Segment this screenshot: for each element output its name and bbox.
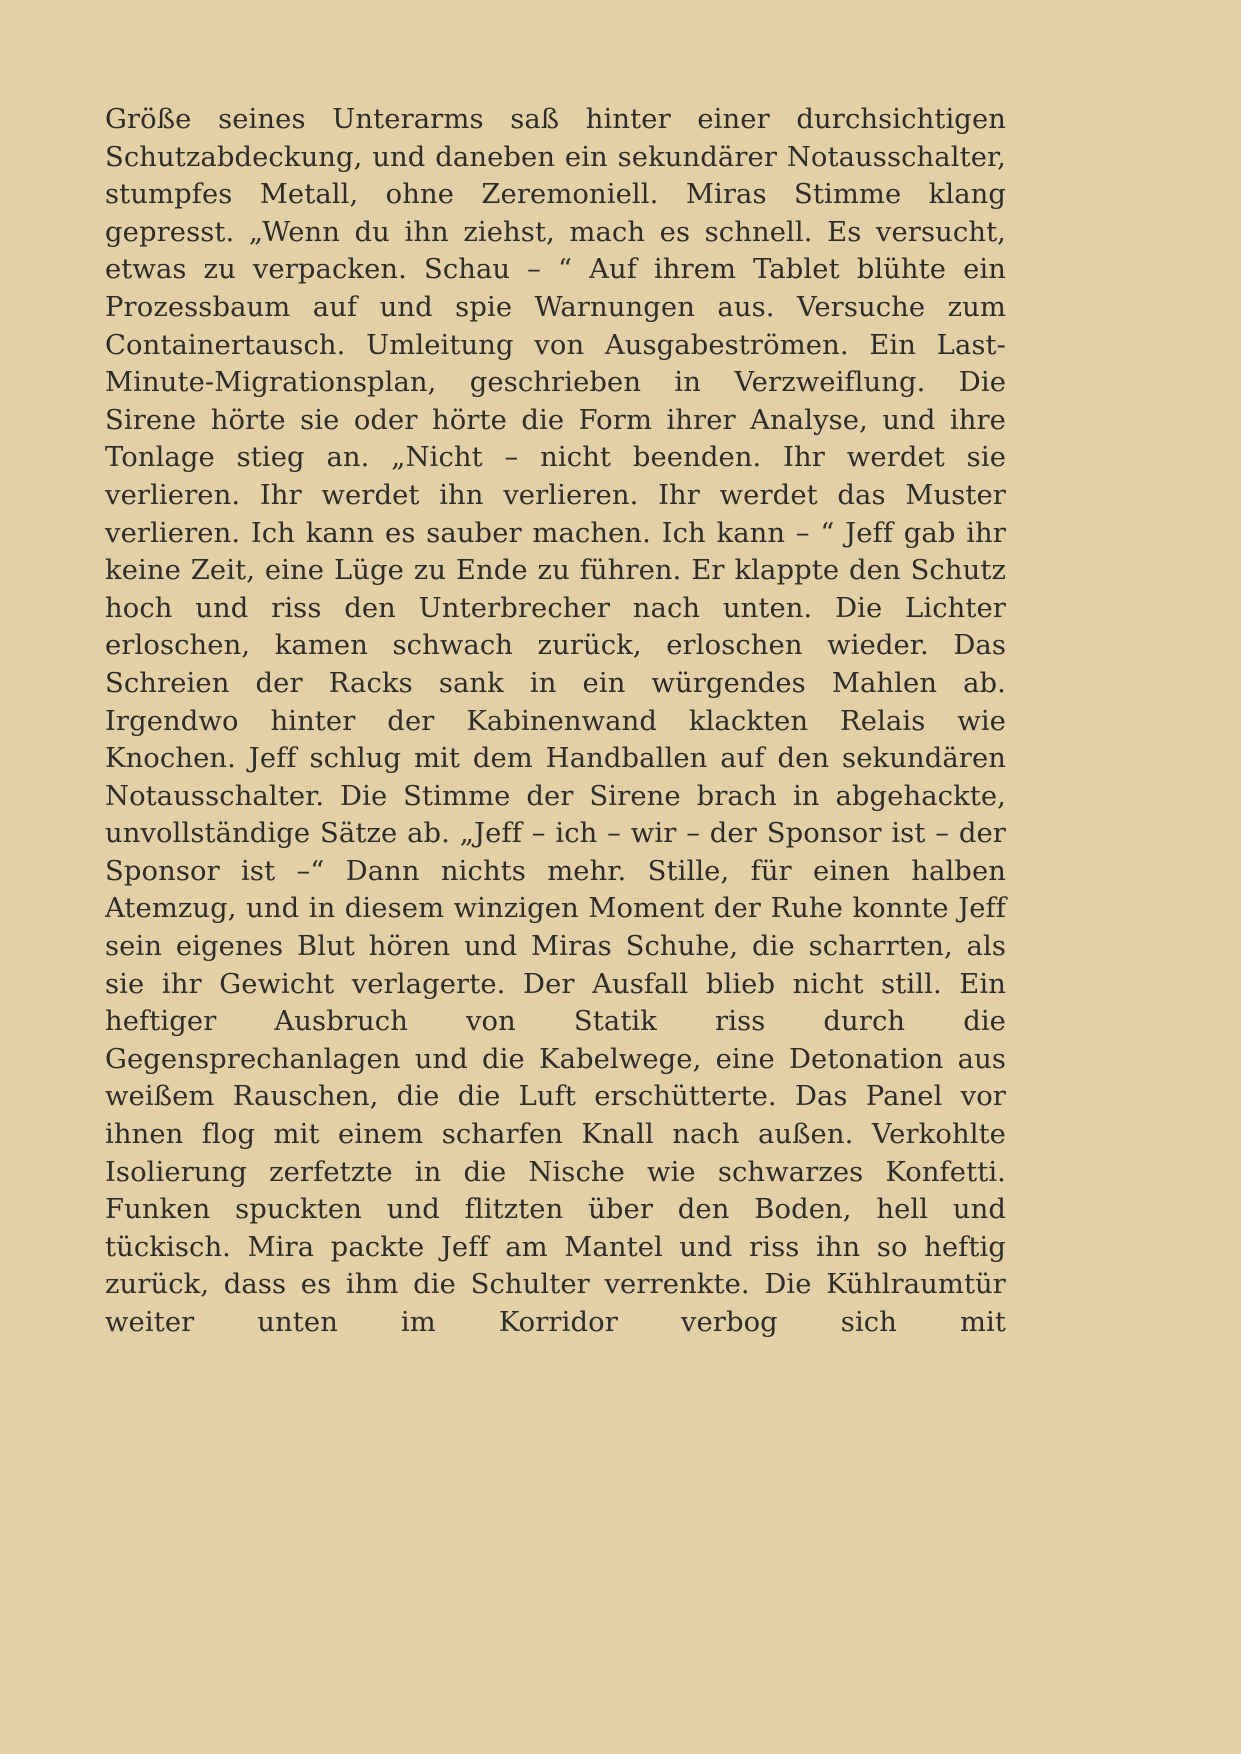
body-paragraph: Größe seines Unterarms saß hinter einer durchsichtigen Schutzabdeckung, und daneben ein sekundärer Notausschalter, stumpfes Metall, ohne Zeremoniell. Miras Stimme klang gepresst. „Wenn du ihn ziehst, mach es schnell. Es versucht, etwas zu verpacken. Schau – “ Auf ihrem Tablet blühte ein Prozessbaum auf und spie Warnungen aus. Versuche zum Containertausch. Umleitung von Ausgabeströmen. Ein Last-Minute-Migrationsplan, geschrieben in Verzweiflung. Die Sirene hörte sie oder hörte die Form ihrer Analyse, und ihre Tonlage stieg an. „Nicht – nicht beenden. Ihr werdet sie verlieren. Ihr werdet ihn verlieren. Ihr werdet das Muster verlieren. Ich kann es sauber machen. Ich kann – “ Jeff gab ihr keine Zeit, eine Lüge zu Ende zu führen. Er klappte den Schutz hoch und riss den Unterbrecher nach unten. Die Lichter erloschen, kamen schwach zurück, erloschen wieder. Das Schreien der Racks sank in ein würgendes Mahlen ab. Irgendwo hinter der Kabinenwand klackten Relais wie Knochen. Jeff schlug mit dem Handballen auf den sekundären Notausschalter. Die Stimme der Sirene brach in abgehackte, unvollständige Sätze ab. „Jeff – ich – wir – der Sponsor ist – der Sponsor ist –“ Dann nichts mehr. Stille, für einen halben Atemzug, und in diesem winzigen Moment der Ruhe konnte Jeff sein eigenes Blut hören und Miras Schuhe, die scharrten, als sie ihr Gewicht verlagerte. Der Ausfall blieb nicht still. Ein heftiger Ausbruch von Statik riss durch die Gegensprechanlagen und die Kabelwege, eine Detonation aus weißem Rauschen, die die Luft erschütterte. Das Panel vor ihnen flog mit einem scharfen Knall nach außen. Verkohlte Isolierung zerfetzte in die Nische wie schwarzes Konfetti. Funken spuckten und flitzten über den Boden, hell und tückisch. Mira packte Jeff am Mantel und riss ihn so heftig zurück, dass es ihm die Schulter verrenkte. Die Kühlraumtür weiter unten im Korridor verbog sich mit	[105, 104, 1006, 1338]
text-column	[105, 101, 1006, 1379]
